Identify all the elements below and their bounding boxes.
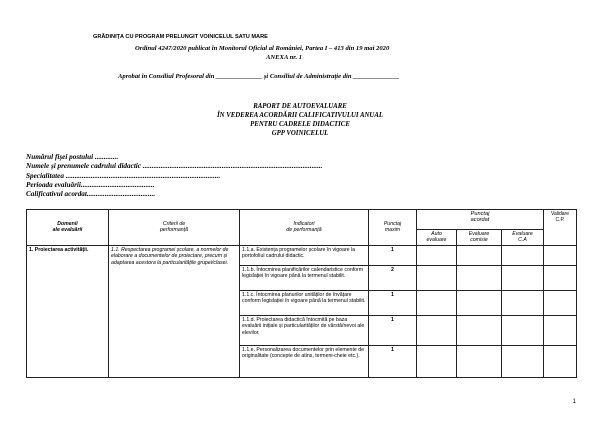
self-score-cell xyxy=(417,345,457,377)
table-row xyxy=(27,245,577,265)
header-self-evaluation: Auto evaluare xyxy=(417,230,457,246)
committee-score-cell xyxy=(457,245,502,265)
self-score-cell xyxy=(417,245,457,265)
header-board-evaluation: Evaluare C.A xyxy=(502,230,544,246)
indicator-cell: 1.1.b. Întocmirea planificărilor calendaristice conform legislației în vigoare până la termenul stabilit. xyxy=(240,265,369,290)
max-score-cell: 2 xyxy=(369,265,417,290)
evaluation-period: Perioada evaluării......................................... xyxy=(26,181,155,189)
board-score-cell xyxy=(502,265,544,290)
teacher-name: Numele și prenumele cadrului didactic .................................................................................................... xyxy=(26,162,323,170)
committee-score-cell xyxy=(457,315,502,345)
header-committee-evaluation: Evaluare comisie xyxy=(457,230,502,246)
order-reference: Ordinul 4247/2020 publicat în Monitorul Oficial al României, Partea I – 413 din 19 mai 2020 xyxy=(135,45,390,52)
indicator-cell: 1.1.a. Existența programelor școlare în vigoare la portofoliul cadrului didactic. xyxy=(240,245,369,265)
board-score-cell xyxy=(502,315,544,345)
board-score-cell xyxy=(502,290,544,315)
validation-cell xyxy=(544,265,577,290)
validation-cell xyxy=(544,290,577,315)
validation-cell xyxy=(544,315,577,345)
committee-score-cell xyxy=(457,290,502,315)
criterion-cell: 1.1. Respectarea programei școlare, a normelor de elaborare a documentelor de proiectare, precum și adaptarea acestora la particularitățile grupei/clasei. xyxy=(109,245,240,377)
max-score-cell: 1 xyxy=(369,245,417,265)
header-criteria: Criterii de performanță xyxy=(109,210,240,246)
board-score-cell xyxy=(502,345,544,377)
header-indicators: Indicatori de performanță xyxy=(240,210,369,246)
report-title: RAPORT DE AUTOEVALUARE xyxy=(253,103,347,110)
max-score-cell: 1 xyxy=(369,315,417,345)
indicator-cell: 1.1.d. Proiectarea didactică întocmită pe baza evaluării inițiale și particularităților de vârstă/nevoi ale elevilor. xyxy=(240,315,369,345)
header-awarded-score: Punctaj acordat xyxy=(417,210,544,230)
self-score-cell xyxy=(417,290,457,315)
validation-cell xyxy=(544,345,577,377)
validation-cell xyxy=(544,245,577,265)
annex-label: ANEXA nr. 1 xyxy=(266,54,303,61)
max-score-cell: 1 xyxy=(369,290,417,315)
header-max-score: Punctaj maxim xyxy=(369,210,417,246)
institution-name: GRĂDINIȚA CU PROGRAM PRELUNGIT VOINICELUL SATU MARE xyxy=(93,34,268,40)
kindergarten-name: GPP VOINICELUL xyxy=(271,130,329,137)
committee-score-cell xyxy=(457,345,502,377)
report-subtitle: ÎN VEDEREA ACORDĂRII CALIFICATIVULUI ANUAL xyxy=(216,112,384,119)
approval-line: Aprobat în Consiliul Profesoral din ______________ și Consiliul de Administrație din ______________ xyxy=(118,73,400,80)
indicator-cell: 1.1.c. Întocmirea planurilor unităților de învățare conform legislației în vigoare până la termenul stabilit. xyxy=(240,290,369,315)
evaluation-table xyxy=(26,209,577,378)
max-score-cell: 1 xyxy=(369,345,417,377)
domain-cell: 1. Proiectarea activității. xyxy=(27,245,109,377)
job-sheet-number: Numărul fișei postului ............. xyxy=(26,153,119,161)
committee-score-cell xyxy=(457,265,502,290)
board-score-cell xyxy=(502,245,544,265)
indicator-cell: 1.1.e. Personalizarea documentelor prin elemente de originalitate (concepte de atins, termeni-cheie etc.). xyxy=(240,345,369,377)
awarded-grade: Calificativul acordat...................................... xyxy=(26,190,156,198)
self-score-cell xyxy=(417,315,457,345)
header-validation: Validare C.P. xyxy=(544,210,577,246)
header-domains: Domenii ale evaluării xyxy=(27,210,109,246)
report-subtitle-2: PENTRU CADRELE DIDACTICE xyxy=(250,121,350,128)
self-score-cell xyxy=(417,265,457,290)
specialty: Specialitatea ...................................................................................... xyxy=(26,172,221,180)
page-number: 1 xyxy=(572,399,576,405)
